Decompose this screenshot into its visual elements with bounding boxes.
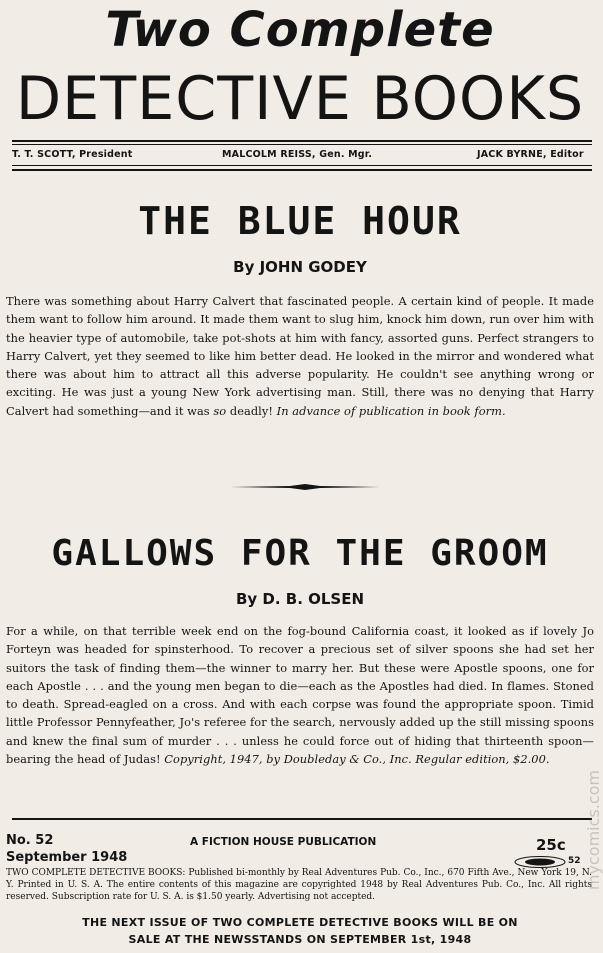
story-byline-olsen: By D. B. OLSEN (235, 590, 365, 608)
next-issue-line1: THE NEXT ISSUE OF TWO COMPLETE DETECTIVE BOOKS WILL BE ON (82, 916, 518, 929)
blurb-text: There was something about Harry Calvert that fascinated people. A certain kind of people. It made them want to follow him around. It made them want to slug him, knock him down, run over him with the heavier type of automobile, take pot-shots at him with fancy, assorted guns. Perfect strangers to Harry Calvert, yet they seemed to like him better dead. He looked in the mirror and wondered what there was about him to attract all this adverse popularity. He couldn't see anything wrong or exciting. He was just a young New York advertising man. Still, there was no denying that Harry Calvert had something—and it was (6, 294, 594, 418)
next-issue-notice (0, 914, 600, 948)
story-blurb-gallows (6, 622, 594, 768)
story-title-gallows: GALLOWS FOR THE GROOM (51, 533, 549, 574)
issue-number: No. 52 (6, 833, 54, 848)
union-label-number: 52 (568, 856, 581, 866)
publication-info: TWO COMPLETE DETECTIVE BOOKS: Published bi-monthly by Real Adventures Pub. Co., Inc., 670 Fifth Ave., New York 19, N. Y. Printed in U. S. A. The entire contents of this magazine are copyrighted 1948 by Real Adventures Pub. Co., Inc. All rights reserved. Subscription rate for U. S. A. is $1.50 yearly. Advertising not accepted. (6, 868, 592, 902)
issue-date: September 1948 (6, 850, 128, 865)
masthead-rule-top (12, 140, 592, 142)
staff-editor: JACK BYRNE, Editor (477, 149, 584, 160)
blurb-text: For a while, on that terrible week end on the fog-bound California coast, it looked as if lovely Jo Forteyn was headed for spinsterhood. To recover a precious set of silver spoons she had set her suitors the task of finding them—the winner to marry her. But these were Apostle spoons, one for each Apostle . . . and the young men began to die—each as the Apostles had died. In flames. Stoned to death. Spread-eagled on a cross. And with each corpse was found the appropriate spoon. Timid little Professor Pennyfeather, Jo's referee for the search, nervously added up the still missing spoons and knew the final sum of murder . . . unless he could force out of hiding that thirteenth spoon—bearing the head of Judas! (6, 624, 594, 767)
story-blurb-blue-hour (6, 292, 594, 420)
blurb-emphasis: so (213, 403, 227, 418)
staff-president: T. T. SCOTT, President (12, 149, 133, 160)
masthead-rule-top-thin (12, 144, 592, 145)
watermark: mycomics.com (584, 770, 603, 891)
price: 25c (536, 836, 566, 854)
blurb-note: Copyright, 1947, by Doubleday & Co., Inc. Regular edition, $2.00. (164, 752, 550, 767)
footer-rule (12, 818, 592, 820)
story-title-blue-hour: THE BLUE HOUR (138, 199, 462, 243)
blurb-text-end: deadly! (226, 403, 277, 418)
next-issue-line2: SALE AT THE NEWSSTANDS ON SEPTEMBER 1st, 1948 (128, 933, 472, 946)
story-byline-godey: By JOHN GODEY (233, 258, 367, 276)
masthead-rule-bottom-thin (12, 165, 592, 166)
masthead-line1: Two Complete (105, 2, 495, 58)
publisher-line: A FICTION HOUSE PUBLICATION (190, 836, 377, 848)
masthead-line2: DETECTIVE BOOKS (15, 64, 585, 134)
blurb-note: In advance of publication in book form. (276, 403, 506, 418)
ornament-divider (230, 484, 380, 490)
masthead-rule-bottom (12, 169, 592, 171)
staff-manager: MALCOLM REISS, Gen. Mgr. (222, 149, 373, 160)
